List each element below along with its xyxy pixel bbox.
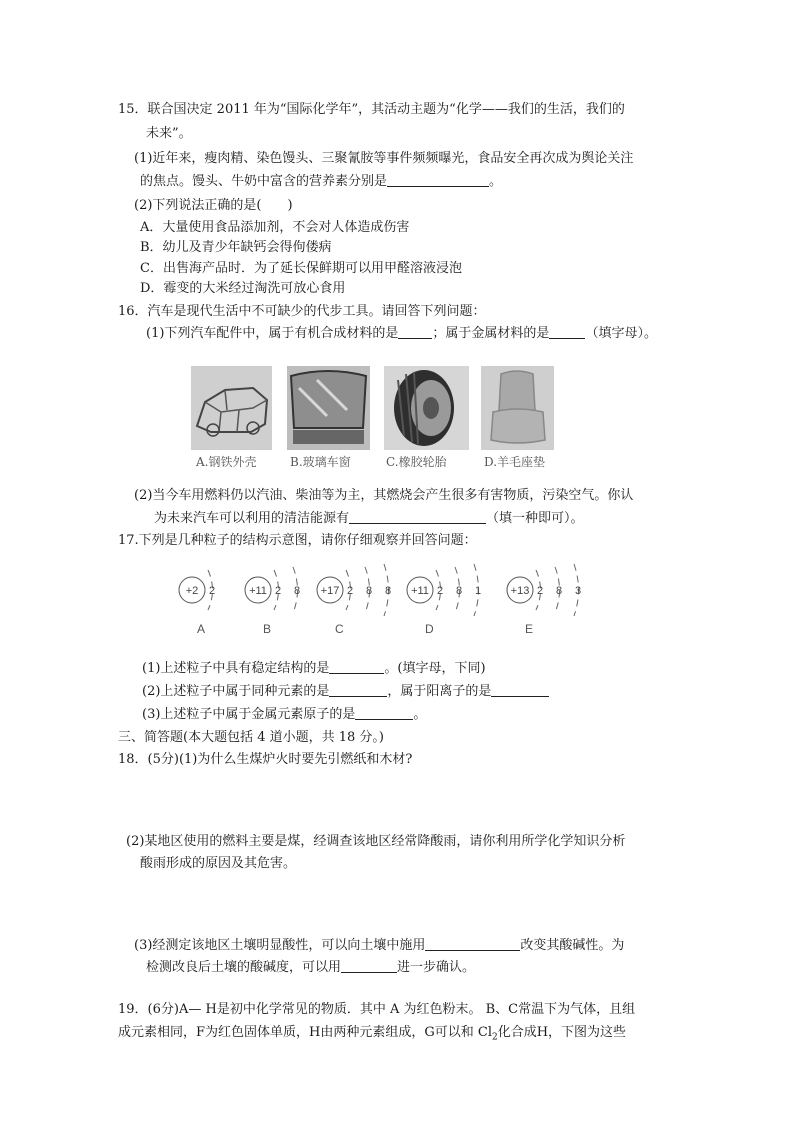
nucleus-charge: +17 bbox=[320, 585, 340, 597]
caption-b: B.玻璃车窗 bbox=[290, 455, 351, 469]
q18-sub3 bbox=[134, 937, 624, 955]
q15-stem-cont: 未来”。 bbox=[146, 126, 192, 141]
q19-stem-cont bbox=[118, 1024, 626, 1047]
particle-structure-diagram bbox=[170, 552, 610, 627]
section-heading: 三、简答题(本大题包括 4 道小题，共 18 分。) bbox=[118, 730, 384, 745]
caption-a: A.钢铁外壳 bbox=[196, 455, 257, 469]
shell-electron-count: 2 bbox=[274, 585, 282, 597]
nucleus-charge: +2 bbox=[185, 585, 199, 597]
particle-label: B bbox=[263, 622, 272, 636]
answer-blank bbox=[341, 959, 397, 973]
answer-blank bbox=[329, 660, 384, 674]
nucleus-charge: +11 bbox=[411, 585, 429, 597]
particle-label: C bbox=[335, 622, 344, 636]
nucleus-charge: +11 bbox=[249, 585, 267, 597]
q18-sub3-cont bbox=[146, 959, 475, 977]
caption-d: D.羊毛座垫 bbox=[484, 455, 546, 469]
q16-sub2: (2)当今车用燃料仍以汽油、柴油等为主，其燃烧会产生很多有害物质，污染空气。你认 bbox=[134, 488, 634, 503]
q19-subscript: 2 bbox=[491, 1032, 498, 1043]
particle-label: E bbox=[525, 622, 534, 636]
shell-electron-count: 8 bbox=[293, 585, 301, 597]
glass-window-photo bbox=[287, 366, 370, 450]
shell-electron-count: 8 bbox=[455, 585, 463, 597]
q18-sub2-cont: 酸雨形成的原因及其危害。 bbox=[140, 856, 297, 871]
answer-blank bbox=[491, 683, 549, 697]
shell-electron-count: 2 bbox=[208, 585, 216, 597]
q19-stem: 19．(6分)A— H是初中化学常见的物质．其中 A 为红色粉末。 B、C常温下为气体，且组 bbox=[118, 1002, 636, 1017]
shell-electron-count: 8 bbox=[555, 585, 563, 597]
particle-label: A bbox=[197, 622, 206, 636]
q16-sub1-a: (1)下列汽车配件中，属于有机合成材料的是 bbox=[146, 326, 399, 341]
q18-sub3-d: 进一步确认。 bbox=[397, 960, 476, 975]
q15-option-c: C．出售海产品时．为了延长保鲜期可以用甲醛溶液浸泡 bbox=[140, 261, 462, 276]
answer-blank bbox=[425, 937, 520, 951]
shell-electron-count: 3 bbox=[574, 585, 582, 597]
q17-sub1-b: 。(填字母，下同) bbox=[384, 661, 486, 676]
shell-electron-count: 2 bbox=[436, 585, 444, 597]
q16-sub2-c: （填一种即可）。 bbox=[486, 511, 584, 526]
caption-c: C.橡胶轮胎 bbox=[386, 455, 447, 469]
q17-sub2-b: ，属于阳离子的是 bbox=[387, 684, 492, 699]
q16-sub1-b: ；属于金属材料的是 bbox=[432, 326, 550, 341]
wool-seat-photo bbox=[481, 366, 554, 450]
answer-blank bbox=[387, 173, 489, 187]
q15-option-d: D．霉变的大米经过淘洗可放心食用 bbox=[140, 281, 346, 296]
shell-electron-count: 8 bbox=[365, 585, 373, 597]
q15-sub1: (1)近年来，瘦肉精、染色馒头、三聚氰胺等事件频频曝光，食品安全再次成为舆论关注 bbox=[134, 151, 634, 166]
q18-sub3-c: 检测改良后土壤的酸碱度，可以用 bbox=[146, 960, 342, 975]
q17-sub3-a: (3)上述粒子中属于金属元素原子的是 bbox=[142, 707, 356, 722]
q18-sub2: (2)某地区使用的燃料主要是煤，经调查该地区经常降酸雨，请你利用所学化学知识分析 bbox=[126, 834, 626, 849]
q15-sub2: (2)下列说法正确的是( ) bbox=[134, 198, 293, 213]
steel-shell-photo bbox=[191, 366, 272, 450]
q15-sub1-text: 的焦点。馒头、牛奶中富含的营养素分别是 bbox=[140, 174, 388, 189]
q15-option-a: A．大量使用食品添加剂，不会对人体造成伤害 bbox=[140, 220, 410, 235]
shell-electron-count: 2 bbox=[536, 585, 544, 597]
shell-electron-count: 2 bbox=[346, 585, 354, 597]
q15-option-b: B．幼儿及青少年缺钙会得佝偻病 bbox=[140, 240, 332, 255]
q17-sub2-a: (2)上述粒子中属于同种元素的是 bbox=[142, 684, 330, 699]
q15-sub1-cont bbox=[140, 173, 502, 191]
q16-sub2-cont bbox=[154, 510, 584, 528]
q15-stem: 15．联合国决定 2011 年为“国际化学年”，其活动主题为“化学——我们的生活，我们的 bbox=[118, 102, 625, 117]
answer-blank bbox=[355, 706, 413, 720]
q18-stem: 18．(5分)(1)为什么生煤炉火时要先引燃纸和木材? bbox=[118, 752, 413, 767]
q16-stem: 16．汽车是现代生活中不可缺少的代步工具。请回答下列问题： bbox=[118, 304, 486, 319]
q15-sub1-end: 。 bbox=[489, 174, 503, 189]
shell-electron-count: 8 bbox=[384, 585, 392, 597]
answer-blank bbox=[329, 683, 387, 697]
answer-blank bbox=[349, 510, 486, 524]
answer-blank bbox=[398, 325, 432, 339]
answer-blank bbox=[549, 325, 585, 339]
q17-sub1 bbox=[142, 660, 486, 678]
q19-line2-b: 化合成H，下图为这些 bbox=[497, 1025, 627, 1040]
q16-sub2-b: 为未来汽车可以利用的清洁能源有 bbox=[154, 511, 350, 526]
q17-sub3 bbox=[142, 706, 426, 724]
q17-sub2 bbox=[142, 683, 549, 701]
q18-sub3-a: (3)经测定该地区土壤明显酸性，可以向土壤中施用 bbox=[134, 938, 426, 953]
q17-stem: 17.下列是几种粒子的结构示意图，请你仔细观察并回答问题： bbox=[118, 533, 477, 548]
shell-electron-count: 1 bbox=[474, 585, 482, 597]
q16-sub1 bbox=[146, 325, 657, 343]
particle-label: D bbox=[425, 622, 434, 636]
rubber-tire-photo bbox=[384, 366, 469, 450]
nucleus-charge: +13 bbox=[510, 585, 530, 597]
q16-sub1-c: （填字母）。 bbox=[585, 326, 657, 341]
q17-sub1-a: (1)上述粒子中具有稳定结构的是 bbox=[142, 661, 330, 676]
q17-sub3-b: 。 bbox=[413, 707, 427, 722]
q19-line2-a: 成元素相同，F为红色固体单质，H由两种元素组成，G可以和 Cl bbox=[118, 1025, 492, 1040]
q18-sub3-b: 改变其酸碱性。为 bbox=[520, 938, 625, 953]
